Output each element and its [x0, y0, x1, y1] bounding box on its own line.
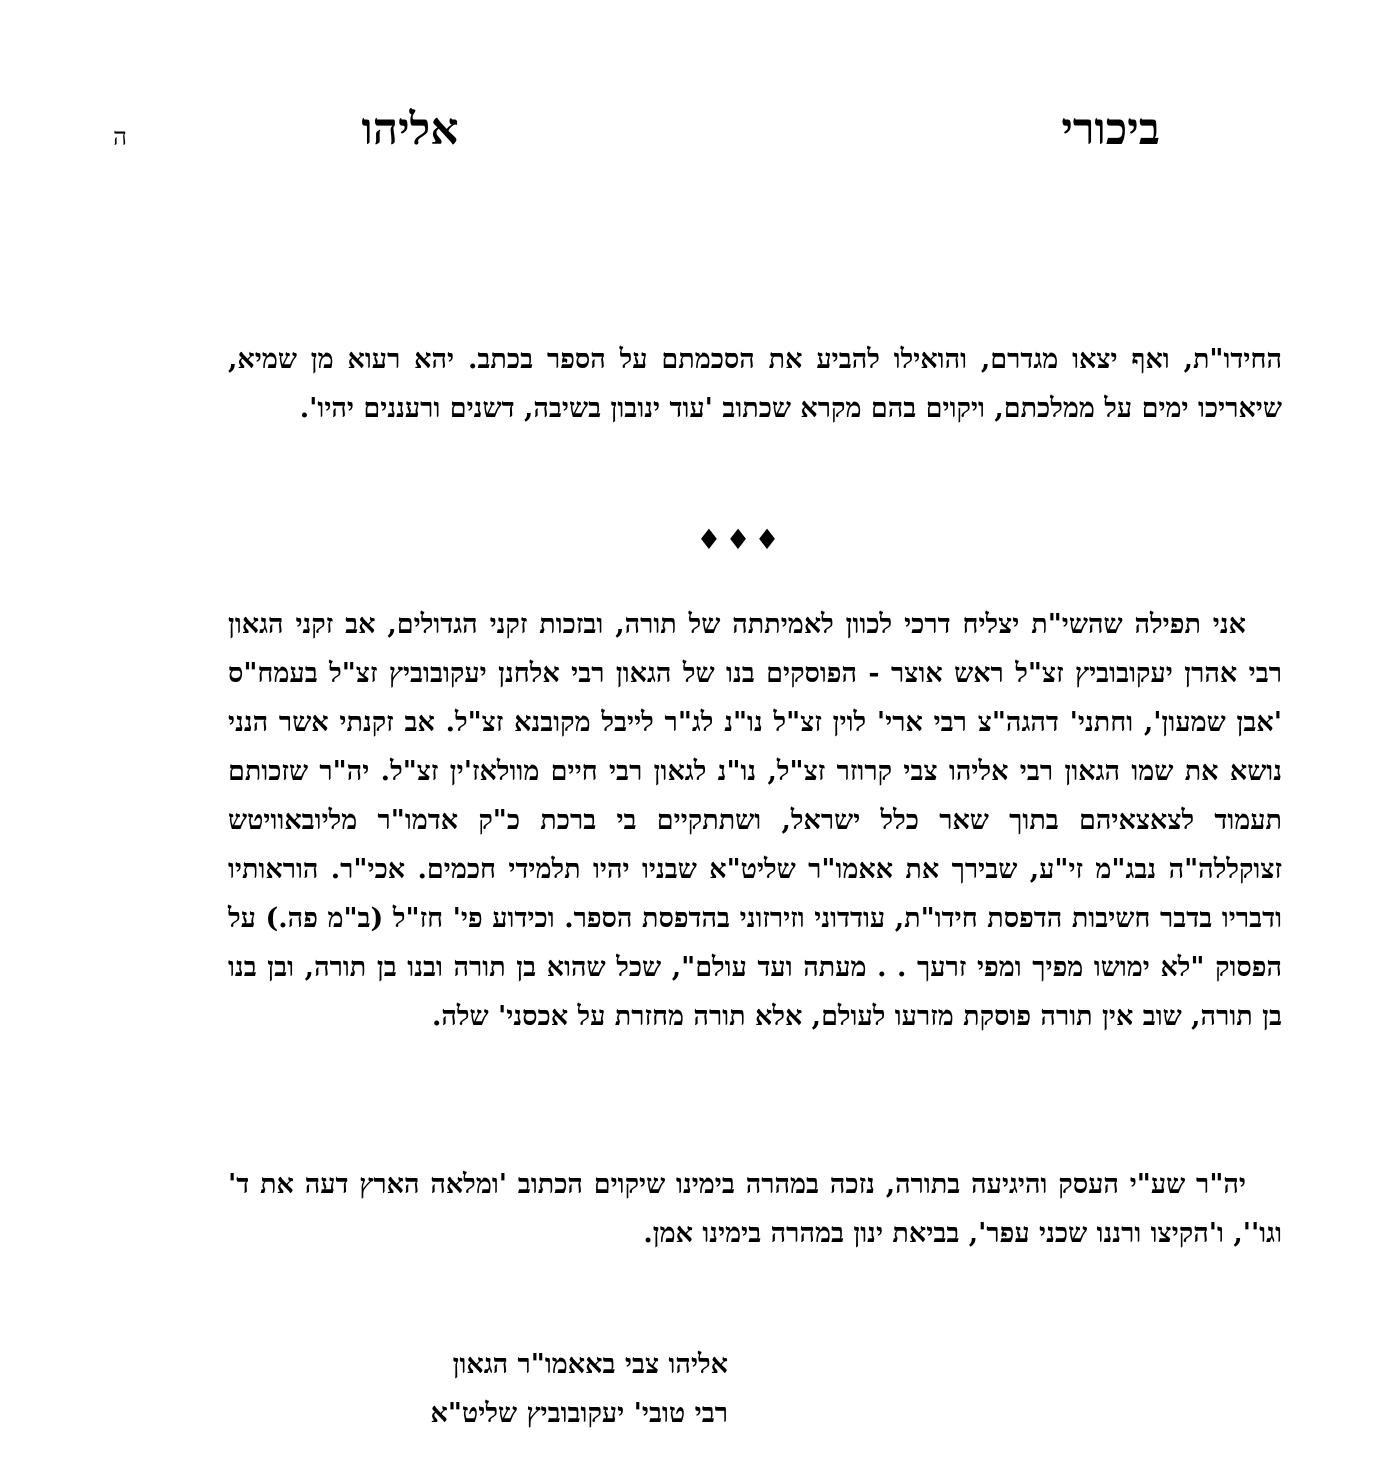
- signature-line-2: רבי טובי' יעקובוביץ שליט"א: [430, 1398, 728, 1429]
- paragraph-text: יה"ר שע"י העסק והיגיעה בתורה, נזכה במהרה בימינו שיקוים הכתוב 'ומלאה הארץ דעה את ד' וגו'', ו'הקיצו ורננו שכני עפר', בביאת ינון במהרה בימינו אמן.: [228, 1169, 1282, 1249]
- page-number: ה: [113, 123, 127, 151]
- section-divider-ornament: ♦♦♦: [696, 523, 784, 556]
- paragraph-text: החידו"ת, ואף יצאו מגדרם, והואילו להביע את הסכמתם על הספר בכתב. יהא רעוא מן שמיא, שיאריכו ימים על ממלכתם, ויקוים בהם מקרא שכתוב 'עוד ינובון בשיבה, דשנים ורעננים יהיו'.: [228, 344, 1282, 424]
- running-head-title-center: אליהו: [361, 104, 459, 155]
- paragraph-closing-blessing: [228, 1160, 1282, 1258]
- author-signature: [228, 1340, 728, 1438]
- paragraph-text: אני תפילה שהשי"ת יצליח דרכי לכוון לאמיתתה של תורה, ובזכות זקני הגדולים, אב זקני הגאון רבי אהרן יעקובוביץ זצ"ל ראש אוצר - הפוסקים בנו של הגאון רבי אלחנן יעקובוביץ זצ"ל בעמח"ס 'אבן שמעון', וחתני' דהגה"צ רבי ארי' לוין זצ"ל נו"נ לג"ר לייבל מקובנא זצ"ל. אב זקנתי אשר הנני נושא את שמו הגאון רבי אליהו צבי קרוזר זצ"ל, נו"נ לגאון רבי חיים מוולאז'ין זצ"ל. יה"ר שזכותם תעמוד לצאצאיהם בתוך שאר כלל ישראל, ושתתקיים בי ברכת כ"ק אדמו"ר מליובאוויטש זצוקללה"ה נבג"מ זי"ע, שבירך את אאמו"ר שליט"א שבניו יהיו תלמידי חכמים. אכי"ר. הוראותיו ודבריו בדבר חשיבות הדפסת חידו"ת, עודדוני וזירזוני בהדפסת הספר. וכידוע פי' חז"ל (ב"מ פה.) על הפסוק "לא ימושו מפיך ומפי זרעך . . מעתה ועד עולם", שכל שהוא בן תורה ובנו בן תורה, ובן בנו בן תורה, שוב אין תורה פוסקת מזרעו לעולם, אלא תורה מחזרת על אכסני' שלה.: [228, 609, 1283, 1032]
- paragraph-prayer-ancestors: [228, 600, 1282, 1041]
- running-head-title-right: ביכורי: [1061, 104, 1160, 155]
- signature-line-1: אליהו צבי באאמו"ר הגאון: [452, 1349, 728, 1380]
- paragraph-approbation-close: [228, 335, 1282, 433]
